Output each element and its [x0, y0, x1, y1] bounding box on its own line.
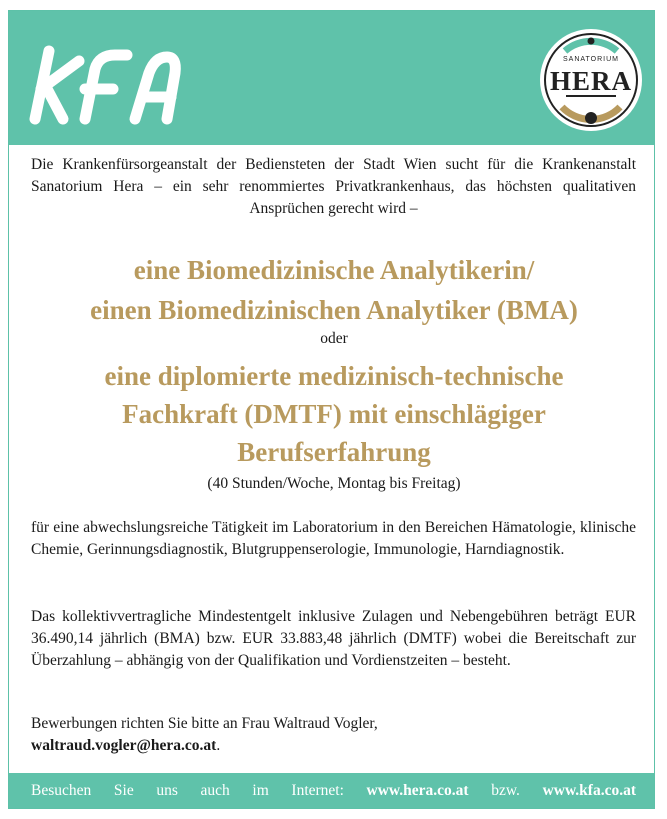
- tasks-paragraph: für eine abwechslungsreiche Tätigkeit im Laboratorium in den Bereichen Hämatologie, klinische Chemie, Gerinnungsdiagnostik, Blutgruppenserologie, Immunologie, Harndiagnostik.: [31, 519, 636, 558]
- job-title-bma-line1: eine Biomedizinische Analytikerin/: [133, 255, 535, 285]
- intro-paragraph: Die Krankenfürsorgeanstalt der Bediensteten der Stadt Wien sucht für die Krankenanstalt Sanatorium Hera – ein sehr renommiertes Privatkrankenhaus, das höchsten qualitativen Ansprüchen gerecht wird –: [31, 156, 636, 217]
- email-suffix: .: [216, 737, 221, 754]
- hera-logo-title: HERA: [549, 66, 632, 96]
- job-title-dmtf-line1: eine diplomierte medizinisch-technische: [104, 361, 564, 391]
- header-banner: [9, 11, 654, 145]
- job-title-bma-line2: einen Biomedizinischen Analytiker (BMA): [90, 295, 578, 325]
- email-link[interactable]: waltraud.vogler@hera.co.at: [31, 737, 217, 754]
- footer-link-kfa[interactable]: www.kfa.co.at: [542, 782, 636, 799]
- job-title-dmtf-line2: Fachkraft (DMTF) mit einschlägiger: [122, 399, 546, 429]
- oder-separator: oder: [320, 330, 348, 347]
- hera-logo-subtitle: SANATORIUM: [562, 56, 620, 63]
- footer-visit-text: Besuchen Sie uns auch im Internet:: [31, 782, 344, 799]
- application-paragraph: [31, 713, 636, 757]
- footer-banner: [9, 773, 654, 808]
- salary-paragraph: Das kollektivvertragliche Mindestentgelt inklusive Zulagen und Nebengebühren beträgt EUR 36.490,14 jährlich (BMA) bzw. EUR 33.883,48 jährlich (DMTF) wobei die Bereitschaft zur Überzahlung – abhängig von der Qualifikation und Vordienstzeiten – besteht.: [31, 608, 636, 669]
- footer-bzw-text: bzw.: [491, 782, 520, 799]
- job-title-dmtf-line3: Berufserfahrung: [237, 437, 431, 467]
- job-title-bma: [24, 250, 644, 330]
- footer-link-hera[interactable]: www.hera.co.at: [366, 782, 469, 799]
- working-hours: (40 Stunden/Woche, Montag bis Freitag): [207, 475, 461, 492]
- job-title-dmtf: [24, 357, 644, 471]
- hera-logo: [540, 29, 642, 131]
- application-contact: Bewerbungen richten Sie bitte an Frau Waltraud Vogler,: [31, 715, 378, 732]
- kfa-logo: [27, 18, 187, 133]
- footer-text: [31, 773, 636, 808]
- kfa-logo-text: kfa: [27, 18, 53, 37]
